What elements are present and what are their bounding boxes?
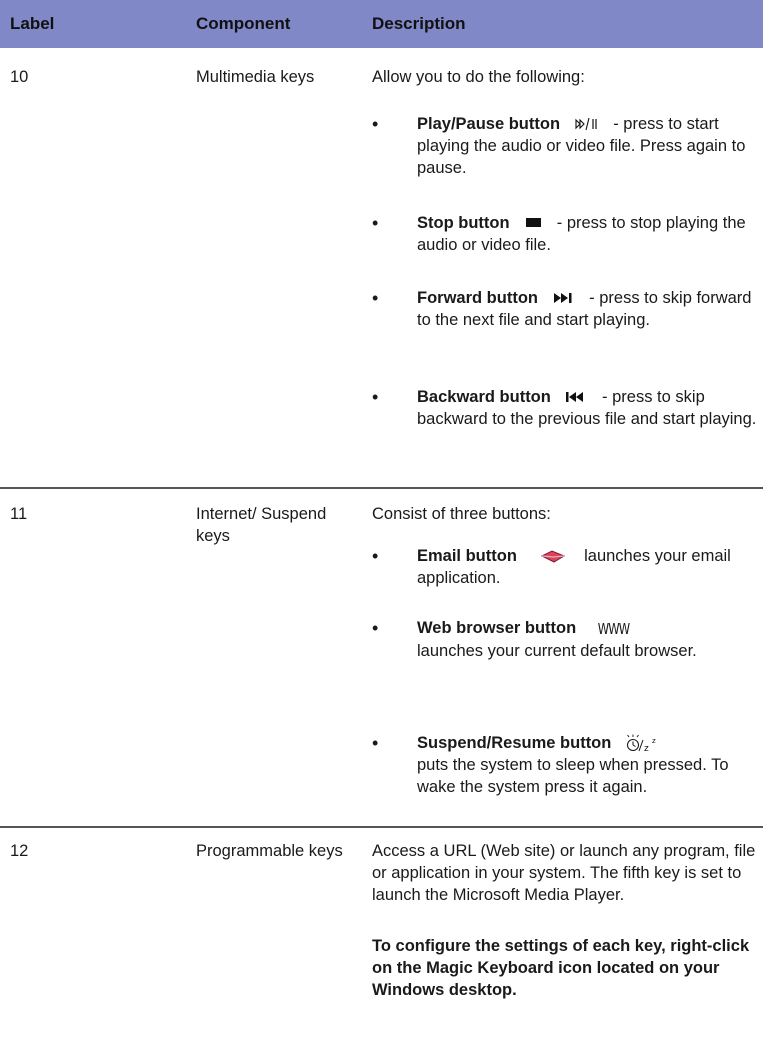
row-divider <box>0 826 763 828</box>
header-component: Component <box>196 14 291 33</box>
row-component: Internet/ Suspend keys <box>196 505 327 545</box>
svg-text:z: z <box>643 743 649 754</box>
bullet-dot: • <box>372 213 379 233</box>
backward-icon <box>565 391 589 405</box>
bullet-text: - press to skip forward to the next file and start playing. <box>417 289 752 329</box>
bullet-title: Email button <box>417 547 517 565</box>
bullet-text: - press to start playing the audio or video file. Press again to pause. <box>417 115 746 177</box>
bullet-dot: • <box>372 387 379 407</box>
email-icon <box>540 550 566 564</box>
bullet-text: puts the system to sleep when pressed. To wake the system press it again. <box>417 756 729 796</box>
suspend-icon <box>626 734 660 754</box>
bullet-title: Suspend/Resume button <box>417 734 612 752</box>
bullet-title: Play/Pause button <box>417 115 561 133</box>
bullet-text: - press to skip backward to the previous file and start playing. <box>417 388 757 428</box>
row-description: Access a URL (Web site) or launch any program, file or application in your system. The fifth key is set to launch the Microsoft Media Player. <box>372 842 756 904</box>
bullet-dot: • <box>372 114 379 134</box>
table-header <box>0 0 763 48</box>
bullet-dot: • <box>372 618 379 638</box>
bullet-dot: • <box>372 546 379 566</box>
header-label: Label <box>10 14 55 33</box>
row-component: Multimedia keys <box>196 68 315 86</box>
bullet-dot: • <box>372 733 379 753</box>
forward-icon <box>553 292 577 306</box>
bullet-text: launches your current default browser. <box>417 641 697 660</box>
header-description: Description <box>372 14 466 33</box>
bullet-title: Forward button <box>417 289 538 307</box>
row-note: To configure the settings of each key, right-click on the Magic Keyboard icon located on your Windows desktop. <box>372 937 750 999</box>
bullet-text: launches your email application. <box>417 547 731 587</box>
row-label: 12 <box>10 842 29 860</box>
row-intro: Allow you to do the following: <box>372 68 585 86</box>
www-icon: WWW <box>597 619 630 638</box>
row-intro: Consist of three buttons: <box>372 505 551 523</box>
row-component: Programmable keys <box>196 842 343 860</box>
row-divider <box>0 487 763 489</box>
bullet-title: Stop button <box>417 214 510 232</box>
row-label: 11 <box>10 505 28 523</box>
row-label: 10 <box>10 68 29 86</box>
bullet-dot: • <box>372 288 379 308</box>
bullet-text: - press to stop playing the audio or video file. <box>417 214 746 254</box>
bullet-title: Web browser button <box>417 619 577 637</box>
stop-icon <box>524 218 544 230</box>
play-pause-icon <box>575 118 601 132</box>
bullet-title: Backward button <box>417 388 551 406</box>
svg-text:z: z <box>651 736 656 745</box>
